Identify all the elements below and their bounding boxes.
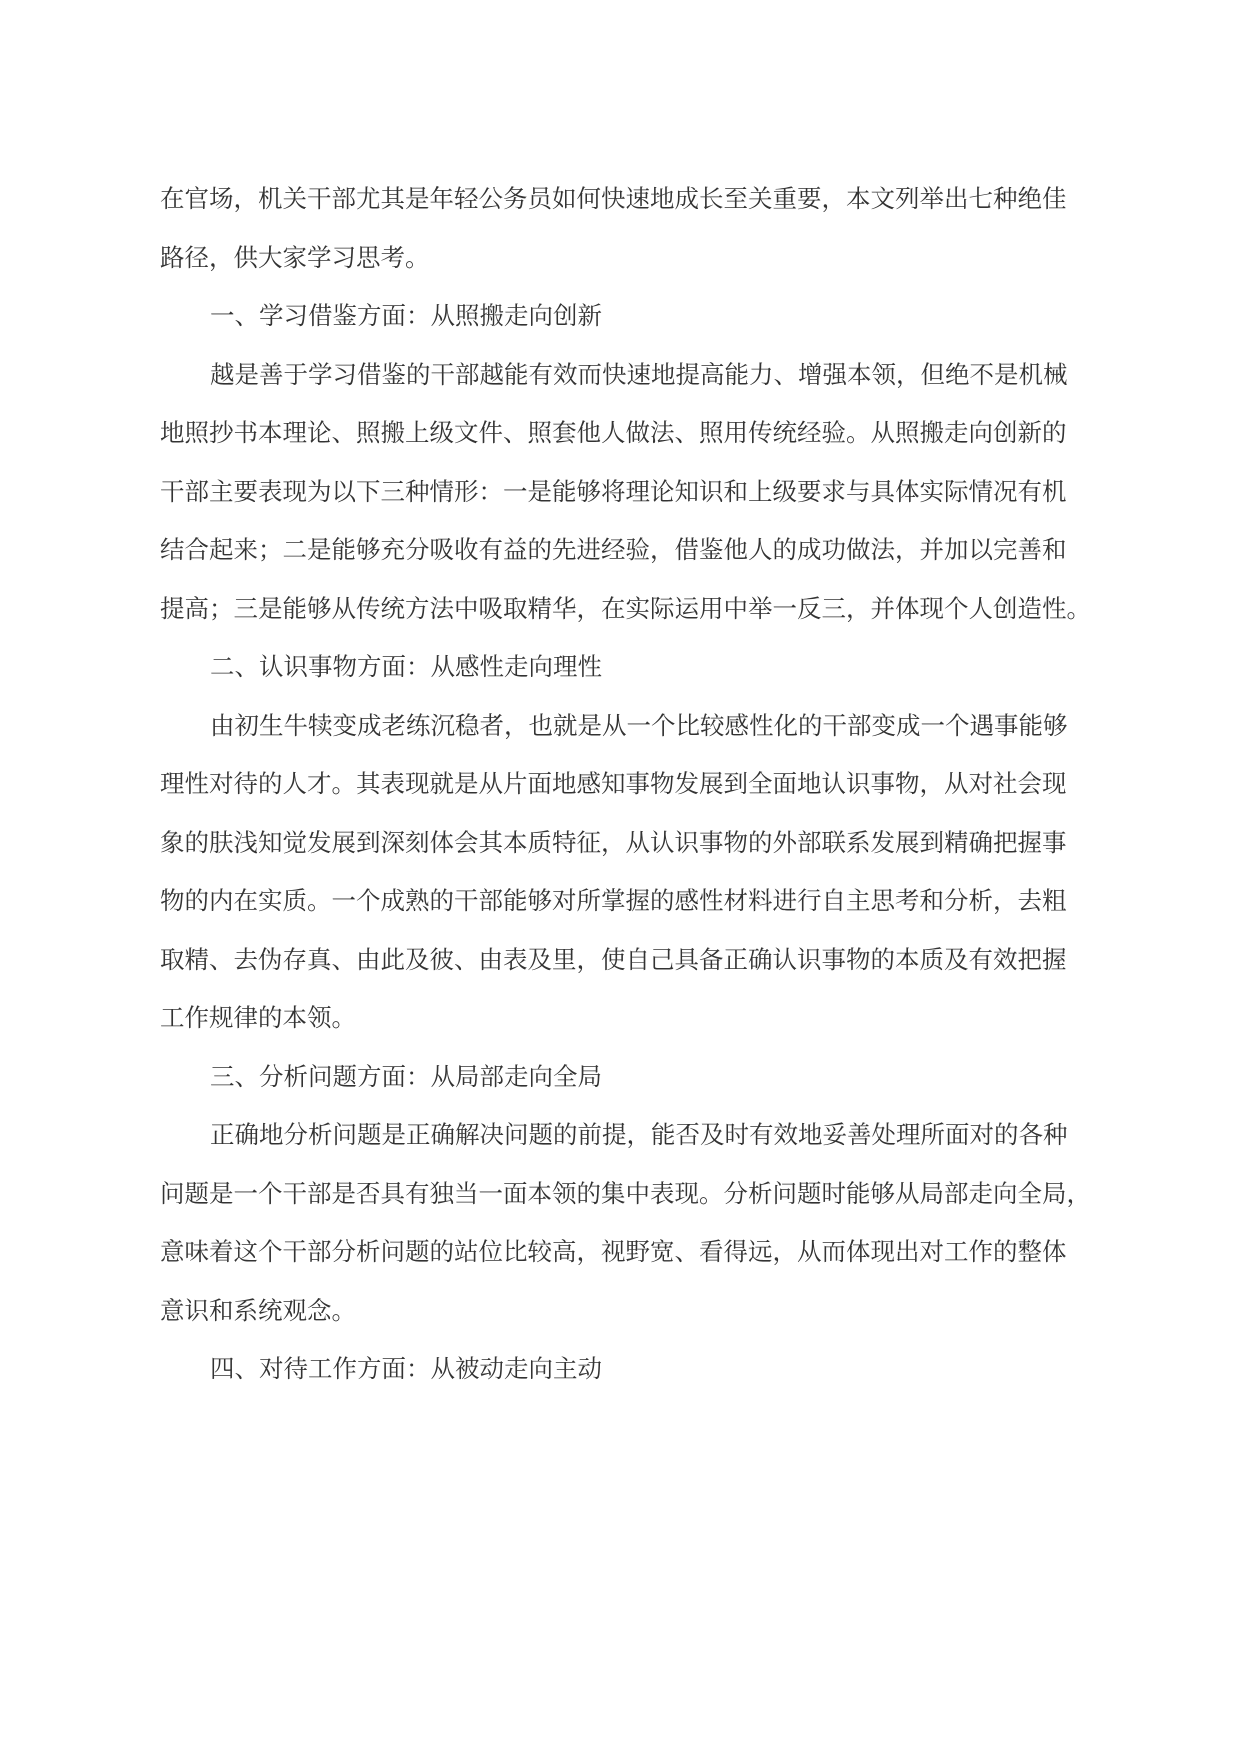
section-2-paragraph — [160, 697, 1110, 1048]
section-1-line-5: 提高；三是能够从传统方法中吸取精华，在实际运用中举一反三，并体现个人创造性。 — [160, 593, 1091, 623]
section-2-heading: 二、认识事物方面：从感性走向理性 — [210, 652, 602, 681]
section-2-line-6: 工作规律的本领。 — [160, 1003, 356, 1032]
section-1-line-2: 地照抄书本理论、照搬上级文件、照套他人做法、照用传统经验。从照搬走向创新的 — [160, 418, 1067, 447]
section-1-paragraph — [160, 346, 1110, 639]
intro-line-1: 在官场，机关干部尤其是年轻公务员如何快速地成长至关重要，本文列举出七种绝佳 — [160, 184, 1067, 213]
section-2-line-5: 取精、去伪存真、由此及彼、由表及里，使自己具备正确认识事物的本质及有效把握 — [160, 944, 1067, 974]
section-2-line-2: 理性对待的人才。其表现就是从片面地感知事物发展到全面地认识事物，从对社会现 — [160, 769, 1067, 798]
section-3-line-3: 意味着这个干部分析问题的站位比较高，视野宽、看得远，从而体现出对工作的整体 — [160, 1237, 1067, 1266]
section-2-line-1: 由初生牛犊变成老练沉稳者，也就是从一个比较感性化的干部变成一个遇事能够 — [210, 710, 1068, 740]
intro-paragraph — [160, 170, 1110, 287]
section-1-line-3: 干部主要表现为以下三种情形：一是能够将理论知识和上级要求与具体实际情况有机 — [160, 476, 1067, 506]
section-1-line-4: 结合起来；二是能够充分吸收有益的先进经验，借鉴他人的成功做法，并加以完善和 — [160, 535, 1067, 564]
section-3-line-2: 问题是一个干部是否具有独当一面本领的集中表现。分析问题时能够从局部走向全局， — [160, 1178, 1091, 1208]
section-3-paragraph — [160, 1106, 1110, 1340]
section-4-heading: 四、对待工作方面：从被动走向主动 — [210, 1354, 602, 1383]
section-3-line-1: 正确地分析问题是正确解决问题的前提，能否及时有效地妥善处理所面对的各种 — [210, 1120, 1068, 1149]
section-1-line-1: 越是善于学习借鉴的干部越能有效而快速地提高能力、增强本领，但绝不是机械 — [210, 359, 1068, 389]
section-3-line-4: 意识和系统观念。 — [160, 1295, 356, 1325]
document-body — [160, 170, 1110, 1399]
intro-line-2: 路径，供大家学习思考。 — [160, 242, 430, 272]
section-1-heading: 一、学习借鉴方面：从照搬走向创新 — [210, 301, 602, 330]
section-2-line-4: 物的内在实质。一个成熟的干部能够对所掌握的感性材料进行自主思考和分析，去粗 — [160, 886, 1067, 915]
section-2-line-3: 象的肤浅知觉发展到深刻体会其本质特征，从认识事物的外部联系发展到精确把握事 — [160, 827, 1067, 857]
section-3-heading: 三、分析问题方面：从局部走向全局 — [210, 1061, 602, 1091]
